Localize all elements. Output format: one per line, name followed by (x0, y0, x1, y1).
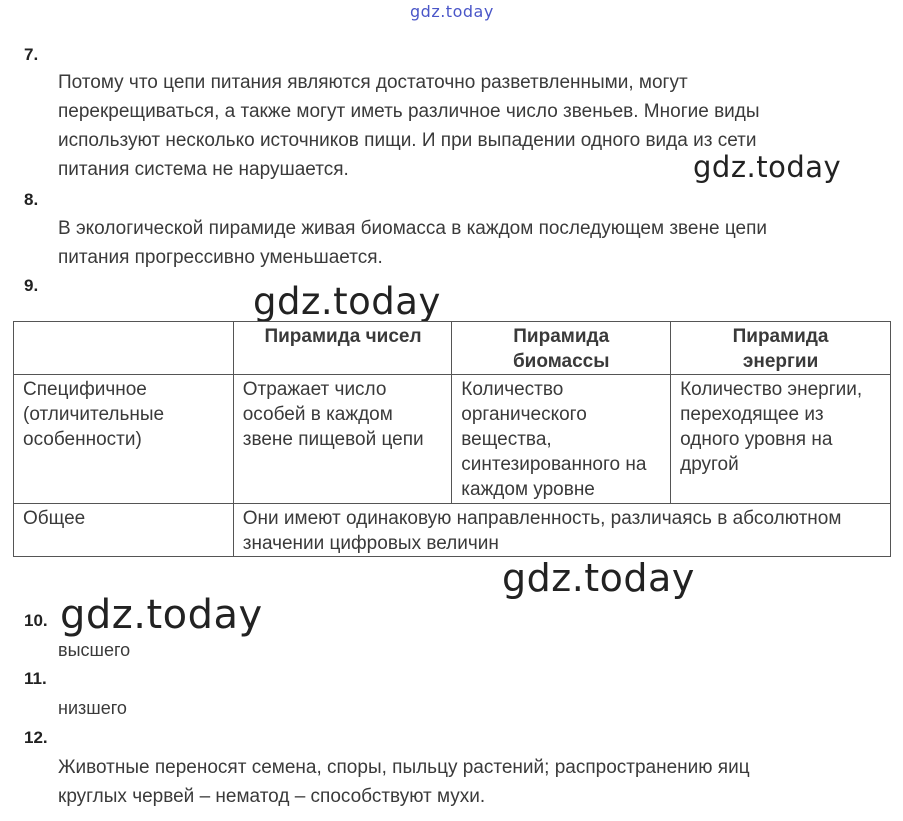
answer-line: перекрещиваться, а также могут иметь различное число звеньев. Многие виды (58, 101, 760, 122)
answer-7 (58, 68, 760, 184)
watermark: gdz.today (253, 280, 441, 323)
table-cell: Специфичное (отличительные особенности) (14, 375, 234, 504)
answer-line: питания система не нарушается. (58, 159, 349, 180)
watermark-top: gdz.today (410, 2, 494, 21)
table-header-cell (14, 322, 234, 375)
table-cell: Они имеют одинаковую направленность, различаясь в абсолютном значении цифровых величин (233, 504, 890, 557)
table-header-cell: Пирамида чисел (233, 322, 452, 375)
watermark: gdz.today (60, 592, 263, 638)
answer-line: В экологической пирамиде живая биомасса в каждом последующем звене цепи (58, 218, 767, 239)
table-row (14, 375, 891, 504)
table-header-cell: Пирамида биомассы (452, 322, 671, 375)
question-number: 8. (24, 190, 39, 209)
table-cell: Общее (14, 504, 234, 557)
answer-8 (58, 214, 767, 272)
answer-line: Потому что цепи питания являются достаточно разветвленными, могут (58, 72, 688, 93)
pyramids-table (13, 321, 891, 557)
watermark: gdz.today (502, 556, 695, 600)
answer-line: используют несколько источников пищи. И при выпадении одного вида из сети (58, 130, 757, 151)
table-cell: Количество органического вещества, синтезированного на каждом уровне (452, 375, 671, 504)
answer-11: низшего (58, 698, 127, 718)
question-number: 11. (24, 669, 47, 688)
table-cell: Отражает число особей в каждом звене пищевой цепи (233, 375, 452, 504)
question-number: 7. (24, 45, 39, 64)
table-header-cell: Пирамида энергии (671, 322, 891, 375)
table-row (14, 504, 891, 557)
question-number: 12. (24, 728, 48, 747)
answer-line: питания прогрессивно уменьшается. (58, 247, 383, 268)
answer-line: круглых червей – нематод – способствуют мухи. (58, 786, 486, 807)
watermark: gdz.today (693, 150, 842, 184)
answer-12 (58, 753, 750, 811)
answer-line: Животные переносят семена, споры, пыльцу растений; распространению яиц (58, 757, 750, 778)
question-number: 9. (24, 276, 39, 295)
answer-10: высшего (58, 640, 131, 660)
table-cell: Количество энергии, переходящее из одного уровня на другой (671, 375, 891, 504)
question-number: 10. (24, 611, 48, 630)
table-header-row (14, 322, 891, 375)
